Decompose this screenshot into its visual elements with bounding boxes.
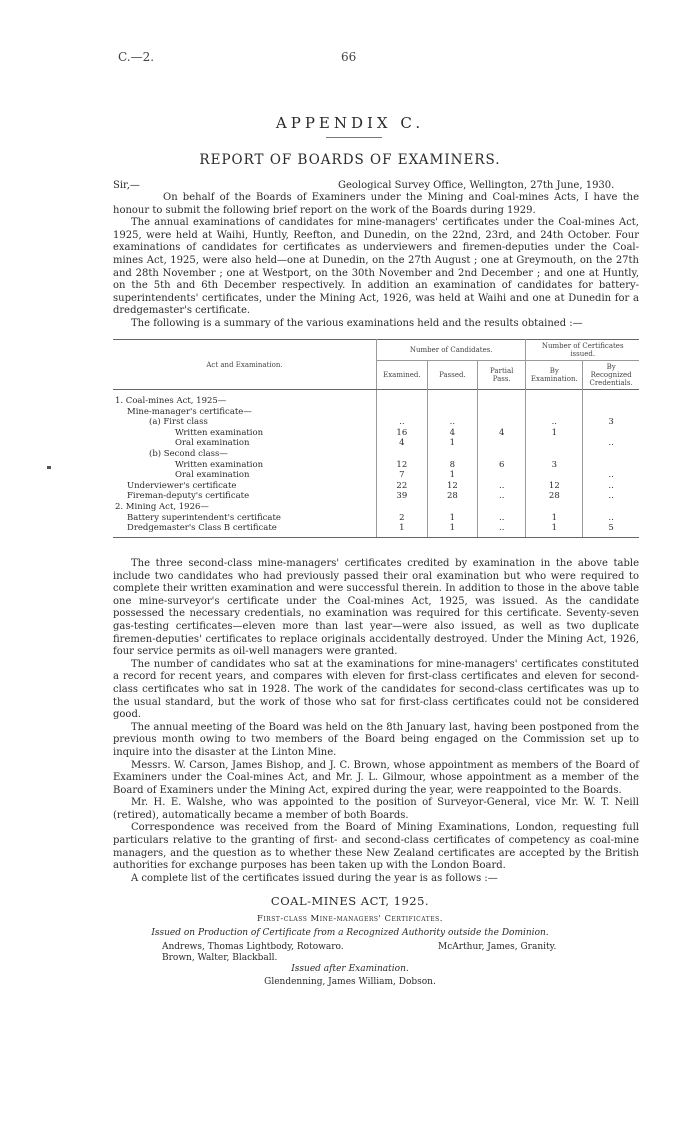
appendix-title: APPENDIX C. <box>275 114 425 132</box>
body-paragraph: The three second-class mine-managers' certificates credited by examination in the above table include two candidates who had previously passed their oral examination but who were required to complete their written examination and were successful therein. In addition to those in the above table one mine-surveyor's certificate under the Coal-mines Act, 1925, was issued. As the candidate possessed the necessary credentials, no examination was required for this certificate. Seventy-seven gas-testing certificates—eleven more than last year—were also issued, as well as two duplicate firemen-deputies' certificates to replace originals accidentally destroyed. Under the Mining Act, 1926, four service permits as oil-well managers were granted. <box>113 558 639 658</box>
row-label-cell <box>113 481 376 492</box>
intro-paragraph: On behalf of the Boards of Examiners under the Mining and Coal-mines Acts, I have the honour to submit the following brief report on the work of the Boards during 1929. <box>113 192 639 216</box>
passed-header: Passed. <box>427 361 477 390</box>
cell-partial <box>478 502 526 513</box>
row-label-cell <box>113 390 376 407</box>
cell-passed <box>427 449 477 460</box>
row-label: Oral examination <box>175 470 250 481</box>
row-label: 2. Mining Act, 1926— <box>115 501 209 512</box>
candidates-group-header: Number of Candidates. <box>376 340 525 361</box>
row-label: Fireman-deputy's certificate <box>127 491 250 502</box>
series-reference: C.—2. <box>118 50 155 64</box>
cell-passed: 1 <box>427 438 477 449</box>
cell-by-exam: 1 <box>526 513 583 524</box>
col-act-header: Act and Examination. <box>113 340 376 390</box>
cell-by-exam: 28 <box>526 491 583 502</box>
cell-passed <box>427 407 477 418</box>
table-row <box>113 407 639 418</box>
table-row <box>113 460 639 471</box>
row-label-cell <box>113 523 376 537</box>
issued-exam-heading: Issued after Examination. <box>291 964 409 974</box>
row-label: Mine-manager's certificate— <box>127 406 252 417</box>
certificate-holder: McArthur, James, Granity. <box>438 942 557 952</box>
cell-partial <box>478 390 526 407</box>
row-label-cell <box>113 428 376 439</box>
cell-by-exam <box>526 390 583 407</box>
intro-paragraph: The following is a summary of the various examinations held and the results obtained :— <box>131 317 583 329</box>
body-text <box>113 558 639 885</box>
table-row <box>113 502 639 513</box>
row-label: Underviewer's certificate <box>127 480 237 491</box>
cell-examined: 2 <box>376 513 427 524</box>
row-label-cell <box>113 491 376 502</box>
table-row <box>113 481 639 492</box>
cell-partial: .. <box>478 513 526 524</box>
row-label: (b) Second class— <box>149 448 228 459</box>
cell-by-cred <box>583 407 639 418</box>
cell-by-cred: .. <box>608 480 614 491</box>
row-label-cell <box>113 417 376 428</box>
cell-examined <box>376 390 427 407</box>
certificates-group-header: Number of Certificates issued. <box>526 340 639 361</box>
body-paragraph: Correspondence was received from the Board of Mining Examinations, London, requesting full particulars relative to the granting of first- and second-class certificates of competency as coal-mine managers, and the question as to whether these New Zealand certificates are accepted by the British authorities for exchange purposes has been taken up with the London Board. <box>113 822 639 872</box>
cell-by-cred <box>583 428 639 439</box>
title-divider <box>326 137 382 138</box>
row-label-cell <box>113 438 376 449</box>
table-row <box>113 491 639 502</box>
cell-by-exam <box>526 470 583 481</box>
row-label: (a) First class <box>149 417 208 428</box>
cell-partial <box>478 449 526 460</box>
cell-by-exam <box>526 407 583 418</box>
cell-by-cred <box>583 449 639 460</box>
cell-by-exam <box>526 449 583 460</box>
intro-paragraph: The annual examinations of candidates for mine-managers' certificates under the Coal-mines Act, 1925, were held at Waihi, Huntly, Reefton, and Dunedin, on the 22nd, 23rd, and 24th October. Four examinations of candidates for certificates as underviewers and firemen-deputies under the Coal-mines Act, 1925, were also held—one at Dunedin, on the 27th August ; one at Greymouth, on the 27th and 28th November ; one at Westport, on the 30th November and 2nd December ; and one at Huntly, on the 5th and 6th December respectively. In addition an examination of candidates for battery-superintendents' certificates, under the Mining Act, 1926, was held at Waihi and one at Dunedin for a dredgemaster's certificate. <box>113 217 639 317</box>
examination-summary-table <box>113 339 639 538</box>
cell-partial: 6 <box>478 460 526 471</box>
table-row <box>113 470 639 481</box>
cell-by-cred <box>583 502 639 513</box>
cell-by-cred: 3 <box>608 417 614 428</box>
row-label: Battery superintendent's certificate <box>127 512 281 523</box>
cell-by-exam <box>526 438 583 449</box>
table-row <box>113 513 639 524</box>
cell-by-exam: 12 <box>526 481 583 492</box>
certificate-holder: Glendenning, James William, Dobson. <box>264 977 436 987</box>
table-row <box>113 449 639 460</box>
section-subtitle: First-class Mine-managers' Certificates. <box>257 914 443 924</box>
body-paragraph: Messrs. W. Carson, James Bishop, and J. C. Brown, whose appointment as members of the Board of Examiners under the Coal-mines Act, and Mr. J. L. Gilmour, whose appointment as a member of the Board of Examiners under the Mining Act, expired during the year, were reappointed to the Boards. <box>113 759 639 796</box>
row-label-cell <box>113 513 376 524</box>
row-label: Oral examination <box>175 438 250 449</box>
cell-by-cred: .. <box>608 438 614 449</box>
cell-partial: .. <box>478 481 526 492</box>
cell-by-cred: 5 <box>583 523 639 537</box>
cell-examined: 4 <box>376 438 427 449</box>
cell-by-exam: 1 <box>526 523 583 537</box>
cell-passed: 4 <box>427 428 477 439</box>
cell-examined <box>376 407 427 418</box>
row-label: Dredgemaster's Class B certificate <box>127 523 277 534</box>
cell-examined: .. <box>376 417 427 428</box>
examined-header: Examined. <box>376 361 427 390</box>
cell-by-cred: .. <box>608 491 614 502</box>
cell-partial <box>478 438 526 449</box>
margin-mark <box>47 466 51 469</box>
cell-partial: .. <box>478 491 526 502</box>
certificate-holder: Brown, Walter, Blackball. <box>162 953 278 963</box>
cell-examined: 7 <box>376 470 427 481</box>
intro-text <box>113 191 639 331</box>
report-title: REPORT OF BOARDS OF EXAMINERS. <box>199 152 501 168</box>
table-row <box>113 438 639 449</box>
section-title: COAL-MINES ACT, 1925. <box>270 894 430 908</box>
cell-examined: 39 <box>376 491 427 502</box>
page-number: 66 <box>341 50 357 64</box>
salutation: Sir,— <box>113 180 140 191</box>
cell-passed: 1 <box>427 470 477 481</box>
cell-passed: 8 <box>427 460 477 471</box>
cell-passed <box>427 390 477 407</box>
cell-examined: 12 <box>376 460 427 471</box>
row-label: Written examination <box>175 427 264 438</box>
body-paragraph: The number of candidates who sat at the examinations for mine-managers' certificates constituted a record for recent years, and compares with eleven for first-class certificates and eleven for second-class certificates who sat in 1928. The work of the candidates for second-class certificates was up to the usual standard, but the work of those who sat for first-class certificates could not be considered good. <box>113 658 639 721</box>
by-cred-header: By Recognized Credentials. <box>589 363 633 387</box>
certificate-holder: Andrews, Thomas Lightbody, Rotowaro. <box>162 942 344 952</box>
cell-passed: 1 <box>427 523 477 537</box>
cell-partial: 4 <box>478 428 526 439</box>
cell-partial: .. <box>478 523 526 537</box>
table-row <box>113 390 639 407</box>
row-label: Written examination <box>175 459 264 470</box>
cell-by-exam <box>526 502 583 513</box>
issued-credential-heading: Issued on Production of Certificate from a Recognized Authority outside the Dominion. <box>151 928 549 938</box>
cell-passed: .. <box>427 417 477 428</box>
row-label: 1. Coal-mines Act, 1925— <box>115 396 227 406</box>
table-row <box>113 428 639 439</box>
cell-passed: 28 <box>427 491 477 502</box>
cell-passed: 12 <box>427 481 477 492</box>
cell-examined <box>376 502 427 513</box>
cell-partial <box>478 407 526 418</box>
cell-partial <box>478 417 526 428</box>
cell-by-cred <box>583 460 639 471</box>
row-label-cell <box>113 407 376 418</box>
cell-passed <box>427 502 477 513</box>
cell-partial <box>478 470 526 481</box>
cell-by-cred: .. <box>608 512 614 523</box>
cell-examined <box>376 449 427 460</box>
cell-examined: 16 <box>376 428 427 439</box>
partial-header: Partial Pass. <box>478 361 526 390</box>
office-dateline: Geological Survey Office, Wellington, 27th June, 1930. <box>338 180 615 191</box>
row-label-cell <box>113 449 376 460</box>
row-label-cell <box>113 460 376 471</box>
row-label-cell <box>113 470 376 481</box>
cell-by-exam: 1 <box>526 428 583 439</box>
cell-by-exam: .. <box>526 417 583 428</box>
row-label-cell <box>113 502 376 513</box>
cell-by-cred <box>583 390 639 407</box>
cell-by-exam: 3 <box>526 460 583 471</box>
by-exam-header: By Examination. <box>526 361 583 390</box>
table-row <box>113 417 639 428</box>
body-paragraph: A complete list of the certificates issued during the year is as follows :— <box>131 872 498 884</box>
table-row <box>113 523 639 537</box>
cell-passed: 1 <box>427 513 477 524</box>
cell-by-cred: .. <box>608 470 614 481</box>
body-paragraph: Mr. H. E. Walshe, who was appointed to the position of Surveyor-General, vice Mr. W. T. Neill (retired), automatically became a member of both Boards. <box>113 797 639 821</box>
cell-examined: 22 <box>376 481 427 492</box>
cell-examined: 1 <box>376 523 427 537</box>
body-paragraph: The annual meeting of the Board was held on the 8th January last, having been postponed from the previous month owing to two members of the Board being engaged on the Commission set up to inquire into the disaster at the Linton Mine. <box>113 721 639 758</box>
